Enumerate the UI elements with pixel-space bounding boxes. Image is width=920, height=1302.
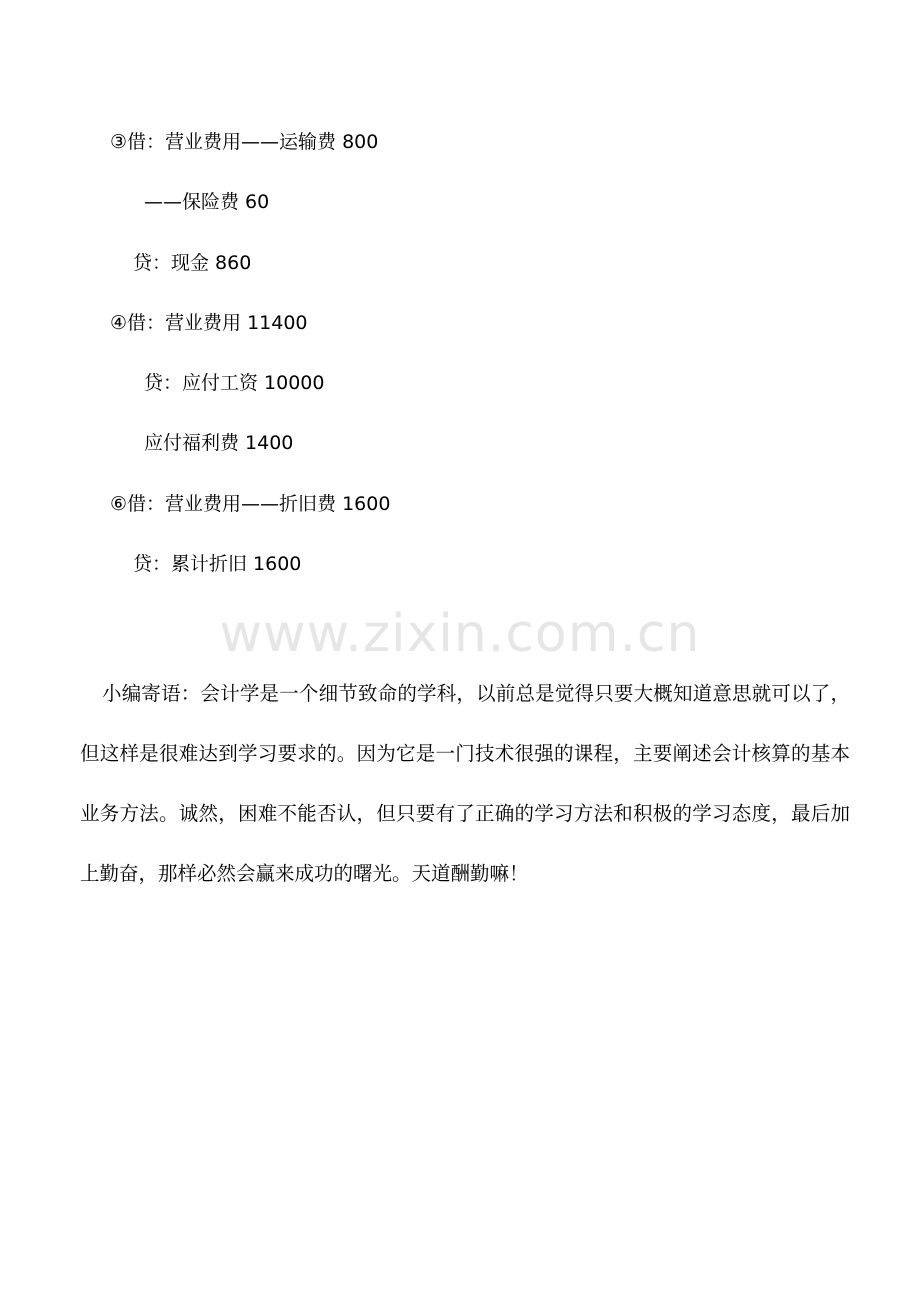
editor-note: 小编寄语：会计学是一个细节致命的学科，以前总是觉得只要大概知道意思就可以了，但这样是很难达到学习要求的。因为它是一门技术很强的课程，主要阐述会计核算的基本业务方法。诚然，困难不能否认，但只要有了正确的学习方法和积极的学习态度，最后加上勤奋，那样必然会赢来成功的曙光。天道酬勤嘛！ bbox=[80, 682, 850, 885]
journal-entry-3-credit: 贷：现金 860 bbox=[133, 252, 252, 274]
site-watermark: www.zixin.com.cn bbox=[219, 604, 701, 664]
journal-entry-4-debit: ④借：营业费用 11400 bbox=[110, 312, 308, 334]
journal-entry-3-debit: ③借：营业费用——运输费 800 bbox=[110, 131, 379, 153]
journal-entry-4-credit: 贷：应付工资 10000 bbox=[144, 372, 325, 394]
journal-entry-4-credit-sub: 应付福利费 1400 bbox=[144, 432, 294, 454]
journal-entry-6-credit: 贷：累计折旧 1600 bbox=[133, 553, 302, 575]
journal-entry-3-debit-sub: ——保险费 60 bbox=[144, 191, 270, 213]
journal-entry-6-debit: ⑥借：营业费用——折旧费 1600 bbox=[110, 493, 391, 515]
